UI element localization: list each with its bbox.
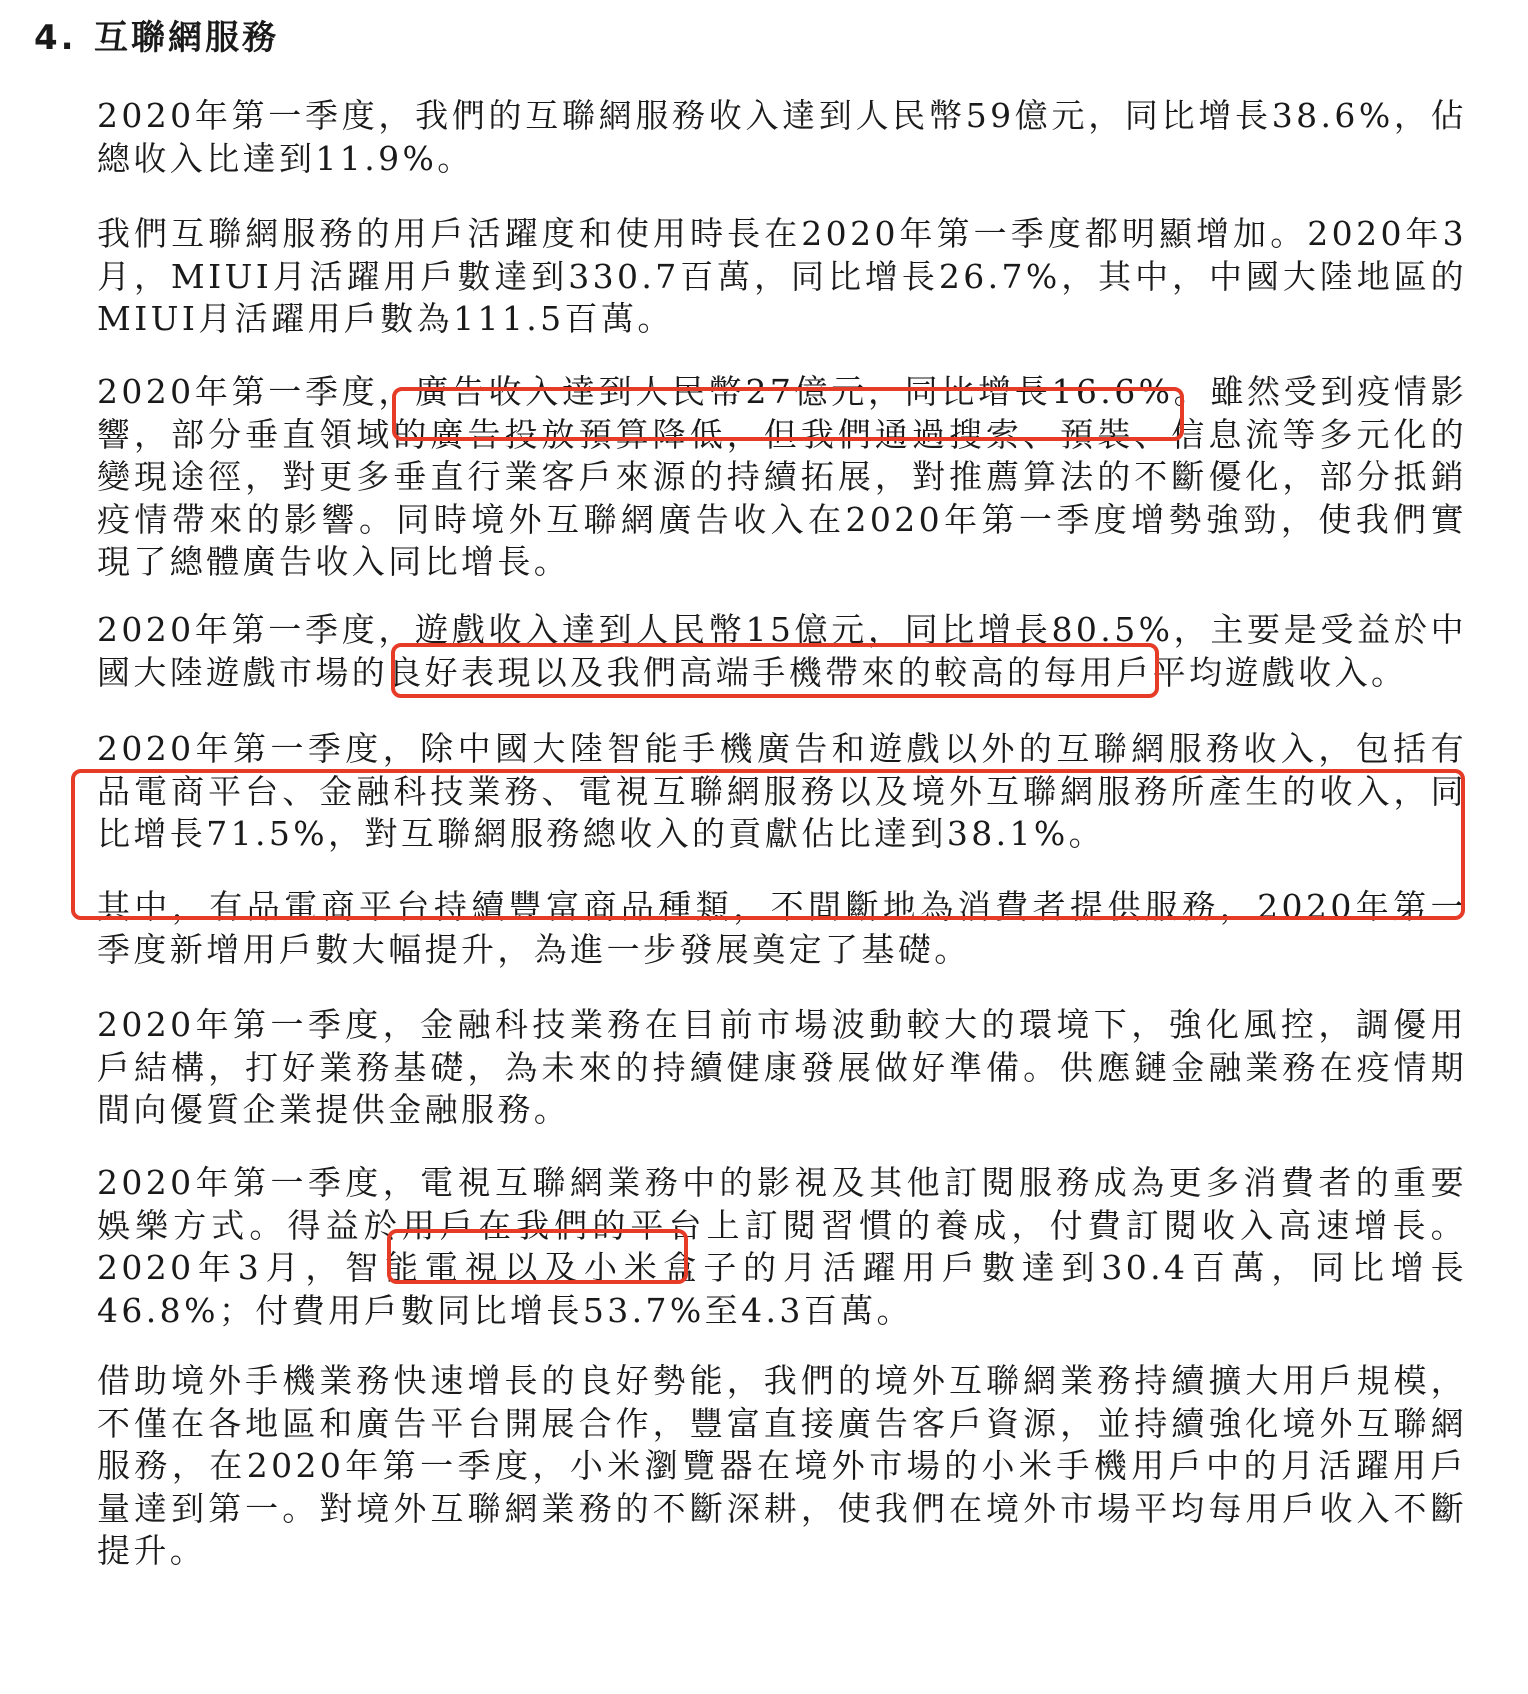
highlight-box-other-internet-services xyxy=(71,769,1465,920)
section-number: 4. xyxy=(34,18,77,58)
section-heading xyxy=(34,16,279,60)
paragraph-overseas-internet: 借助境外手機業務快速增長的良好勢能，我們的境外互聯網業務持續擴大用戶規模，不僅在各地區和廣告平台開展合作，豐富直接廣告客戶資源，並持續強化境外互聯網服務，在2020年第一季度，小米瀏覽器在境外市場的小米手機用戶中的月活躍用戶量達到第一。對境外互聯網業務的不斷深耕，使我們在境外市場平均每用戶收入不斷提升。 xyxy=(97,1361,1467,1570)
highlight-box-advertising-revenue xyxy=(392,387,1184,441)
paragraph-advertising: 2020年第一季度，廣告收入達到人民幣27億元，同比增長16.6%。雖然受到疫情影響，部分垂直領域的廣告投放預算降低，但我們通過搜索、預裝、信息流等多元化的變現途徑，對更多垂直行業客戶來源的持續拓展，對推薦算法的不斷優化，部分抵銷疫情帶來的影響。同時境外互聯網廣告收入在2020年第一季度增勢強勁，使我們實現了總體廣告收入同比增長。 xyxy=(97,372,1467,581)
paragraph-fintech: 2020年第一季度，金融科技業務在目前市場波動較大的環境下，強化風控，調優用戶結構，打好業務基礎，為未來的持續健康發展做好準備。供應鏈金融業務在疫情期間向優質企業提供金融服務。 xyxy=(97,1005,1467,1129)
paragraph-youpin: 其中，有品電商平台持續豐富商品種類，不間斷地為消費者提供服務，2020年第一季度新增用戶數大幅提升，為進一步發展奠定了基礎。 xyxy=(97,887,1467,969)
paragraph-other-internet-services: 2020年第一季度，除中國大陸智能手機廣告和遊戲以外的互聯網服務收入，包括有品電商平台、金融科技業務、電視互聯網服務以及境外互聯網服務所產生的收入，同比增長71.5%，對互聯網服務總收入的貢獻佔比達到38.1%。 xyxy=(97,729,1467,853)
paragraph-user-activity: 我們互聯網服務的用戶活躍度和使用時長在2020年第一季度都明顯增加。2020年3月，MIUI月活躍用戶數達到330.7百萬，同比增長26.7%，其中，中國大陸地區的MIUI月活躍用戶數為111.5百萬。 xyxy=(97,214,1467,338)
highlight-box-tv-internet xyxy=(387,1229,688,1284)
paragraph-tv-internet: 2020年第一季度，電視互聯網業務中的影視及其他訂閱服務成為更多消費者的重要娛樂方式。得益於用戶在我們的平台上訂閱習慣的養成，付費訂閱收入高速增長。2020年3月，智能電視以及小米盒子的月活躍用戶數達到30.4百萬，同比增長46.8%；付費用戶數同比增長53.7%至4.3百萬。 xyxy=(97,1163,1467,1330)
highlight-box-gaming-revenue xyxy=(391,643,1159,698)
paragraph-revenue-overview: 2020年第一季度，我們的互聯網服務收入達到人民幣59億元，同比增長38.6%，佔總收入比達到11.9%。 xyxy=(97,96,1467,178)
paragraph-gaming: 2020年第一季度，遊戲收入達到人民幣15億元，同比增長80.5%，主要是受益於中國大陸遊戲市場的良好表現以及我們高端手機帶來的較高的每用戶平均遊戲收入。 xyxy=(97,610,1467,692)
section-title: 互聯網服務 xyxy=(94,18,279,58)
